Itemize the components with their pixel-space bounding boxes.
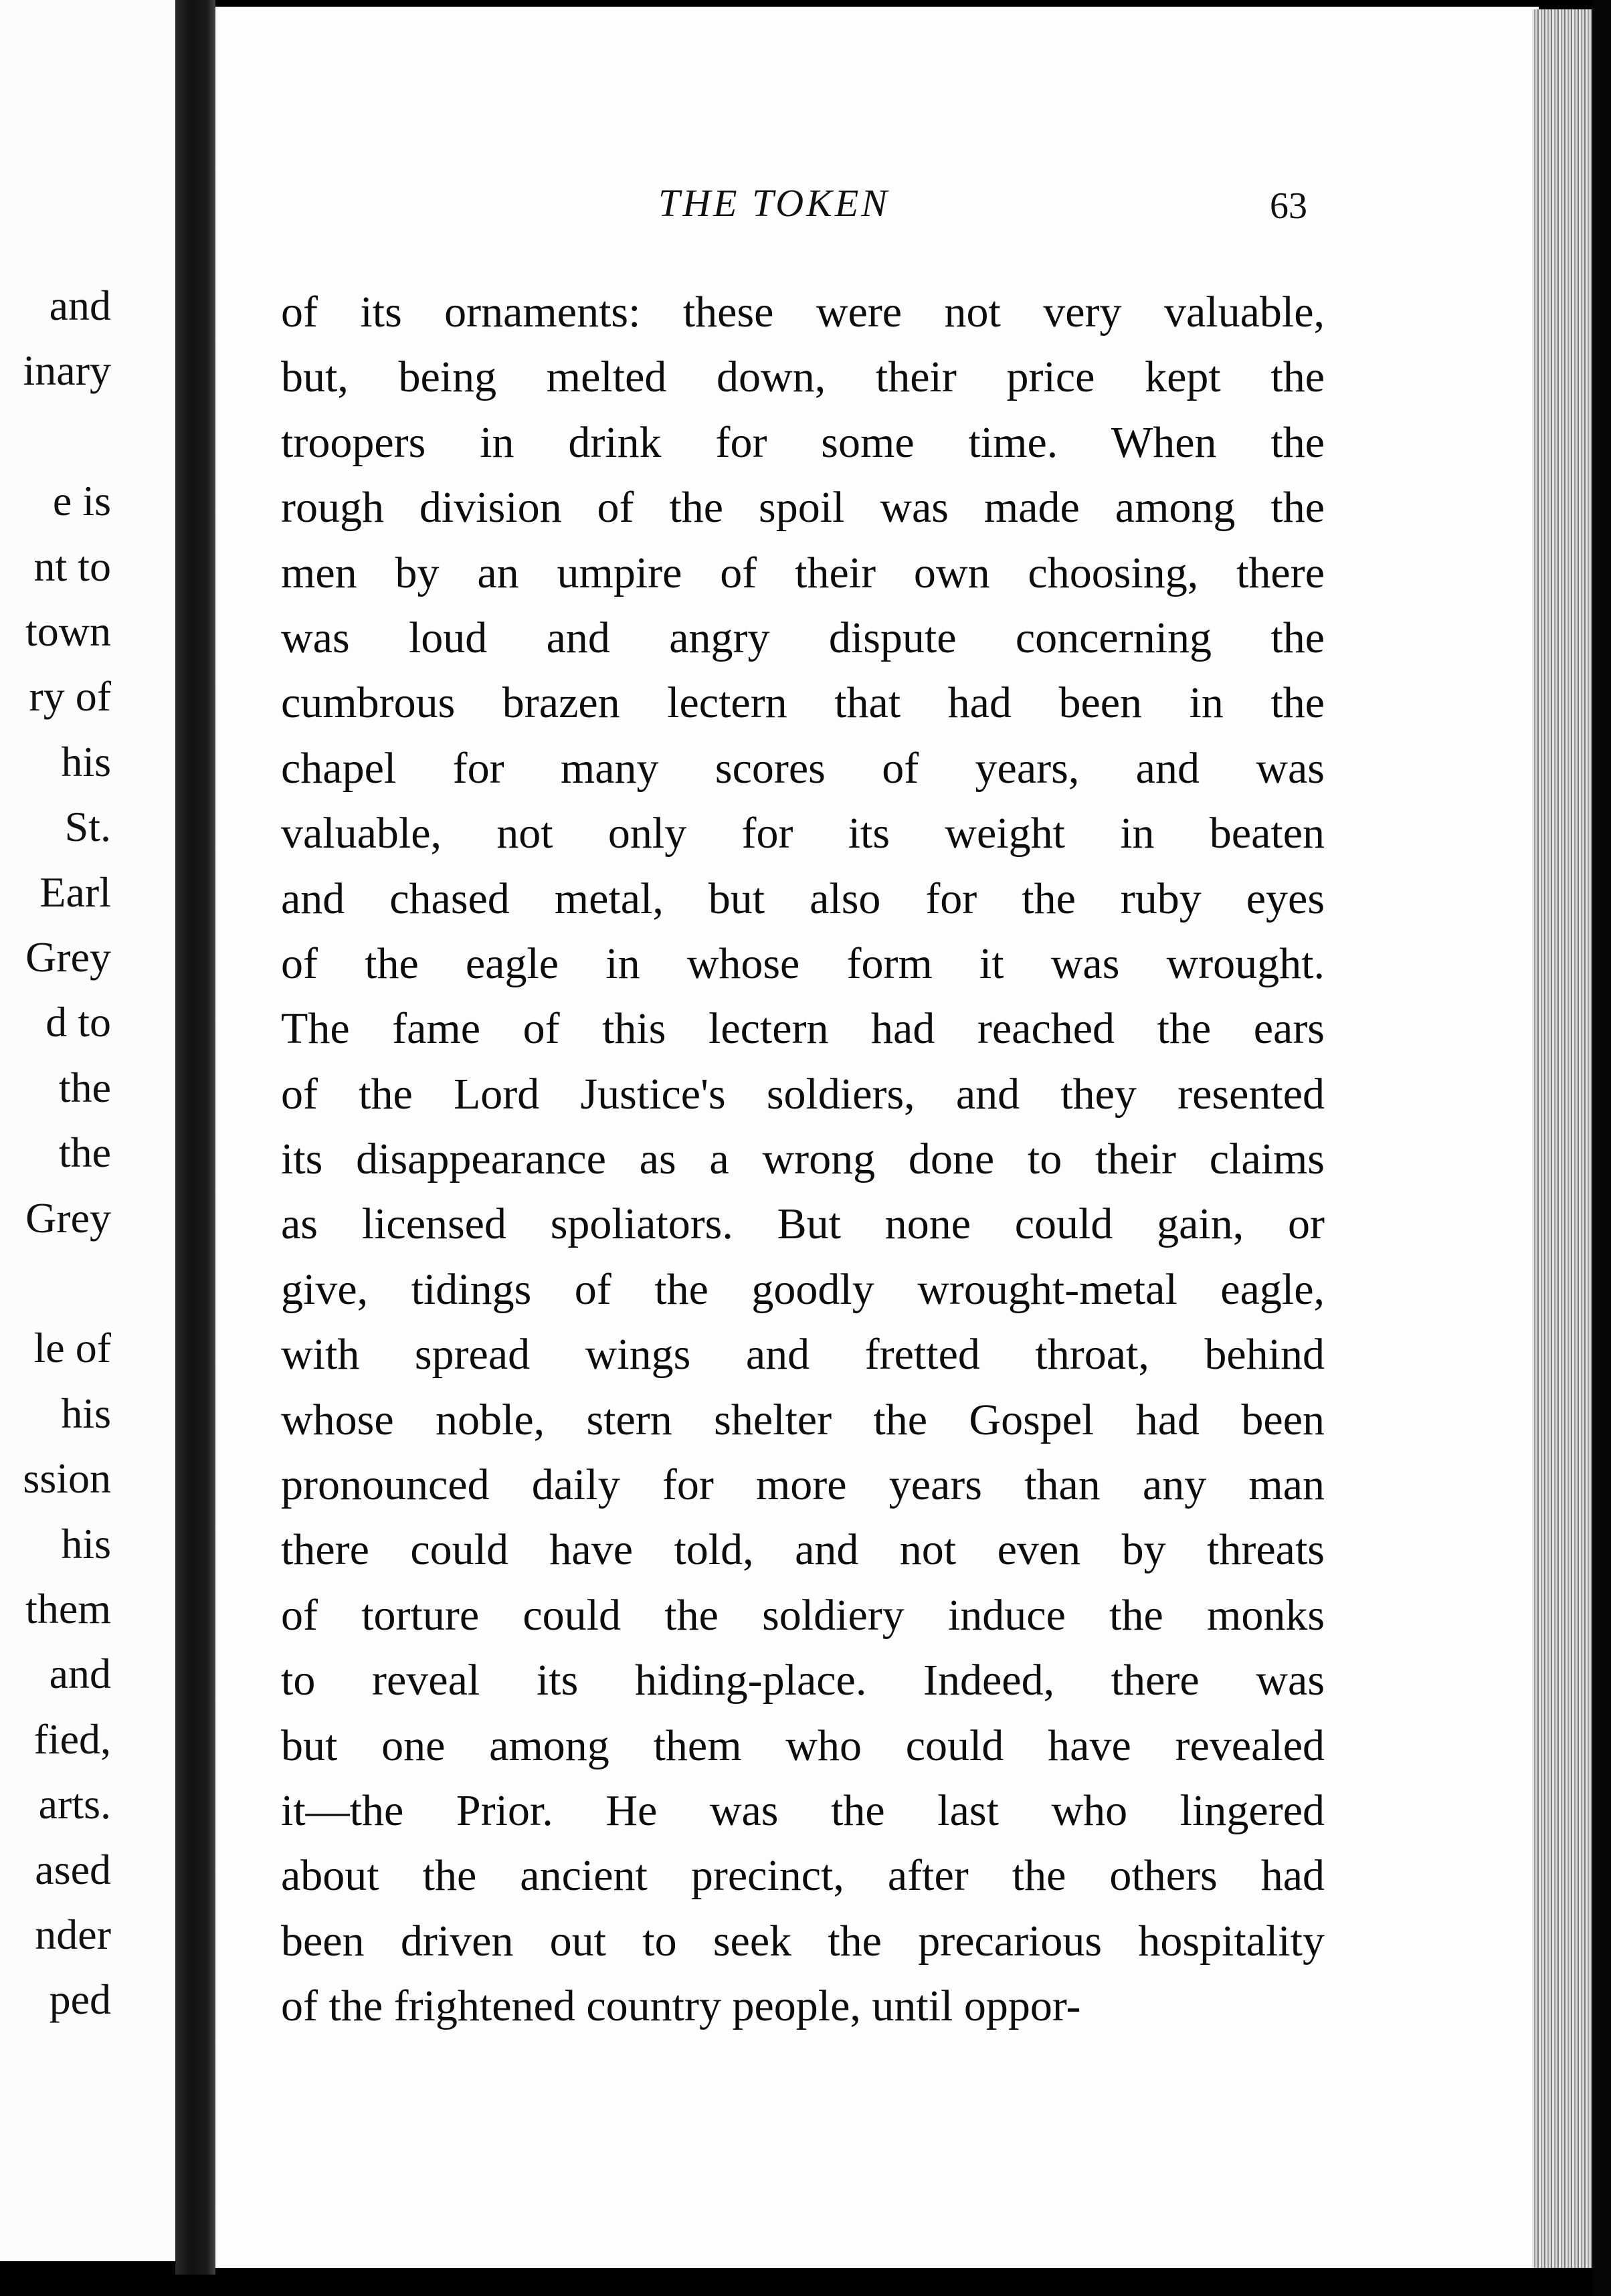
text-line: of the Lord Justice's soldiers, and they resented <box>281 1069 1325 1119</box>
text-line: and chased metal, but also for the ruby eyes <box>281 874 1325 923</box>
text-line: there could have told, and not even by threats <box>281 1525 1325 1575</box>
left-page-fragment: ped <box>49 1976 111 2024</box>
text-line: been driven out to seek the precarious hospitality <box>281 1916 1325 1966</box>
text-line: but one among them who could have revealed <box>281 1721 1325 1770</box>
page-number: 63 <box>1270 185 1307 227</box>
text-line: it—the Prior. He was the last who lingered <box>281 1786 1325 1835</box>
left-page-fragment: town <box>25 607 111 655</box>
left-page-fragment: and <box>49 282 111 329</box>
text-line: pronounced daily for more years than any man <box>281 1460 1325 1510</box>
text-line: but, being melted down, their price kept the <box>281 353 1325 402</box>
text-line: of its ornaments: these were not very valuable, <box>281 288 1325 337</box>
text-line: give, tidings of the goodly wrought-metal eagle, <box>281 1264 1325 1314</box>
text-line: cumbrous brazen lectern that had been in the <box>281 678 1325 728</box>
left-page-fragment: St. <box>64 803 111 851</box>
left-page-fragment: nder <box>35 1911 111 1958</box>
text-line: about the ancient precinct, after the others had <box>281 1851 1325 1901</box>
left-page-fragment: Grey <box>25 1193 111 1242</box>
left-page-fragment: d to <box>45 998 111 1046</box>
text-line: The fame of this lectern had reached the ears <box>281 1004 1325 1054</box>
text-line: with spread wings and fretted throat, behind <box>281 1330 1325 1379</box>
text-line: was loud and angry dispute concerning the <box>281 613 1325 662</box>
text-line: to reveal its hiding-place. Indeed, there was <box>281 1656 1325 1705</box>
left-page-fragment: Earl <box>39 868 111 916</box>
left-page-fragment: the <box>58 1063 111 1111</box>
text-line: whose noble, stern shelter the Gospel had been <box>281 1395 1325 1444</box>
left-page-fragment: his <box>61 737 111 785</box>
left-page-edge <box>0 0 175 2261</box>
left-page-fragment: his <box>61 1389 111 1437</box>
left-page-fragment: Grey <box>25 933 111 981</box>
left-page-fragment: them <box>25 1585 111 1632</box>
text-line: rough division of the spoil was made among the <box>281 483 1325 533</box>
left-page-fragment: and <box>49 1650 111 1698</box>
scan-edge-shadow <box>1592 0 1611 2296</box>
left-page-fragment: the <box>58 1129 111 1177</box>
text-line: of the eagle in whose form it was wrought. <box>281 939 1325 988</box>
text-line: troopers in drink for some time. When the <box>281 417 1325 467</box>
left-page-fragment: his <box>61 1519 111 1567</box>
page-fore-edge <box>1532 9 1596 2268</box>
text-line: as licensed spoliators. But none could gain, or <box>281 1200 1325 1249</box>
text-line: men by an umpire of their own choosing, there <box>281 548 1325 597</box>
left-page-fragment: nt to <box>33 542 111 590</box>
left-page-fragment: ssion <box>23 1454 111 1503</box>
left-page-fragment: fied, <box>33 1715 111 1763</box>
left-page-fragment: ased <box>35 1845 111 1893</box>
left-page-fragment: e is <box>52 477 111 525</box>
running-head-title: THE TOKEN <box>658 181 890 225</box>
left-page-fragment: arts. <box>38 1780 111 1828</box>
body-text <box>281 280 1325 2039</box>
text-line: valuable, not only for its weight in beaten <box>281 809 1325 858</box>
text-line: of the frightened country people, until oppor- <box>281 1982 1081 2031</box>
left-page-text-fragments <box>0 0 175 2261</box>
left-page-fragment: le of <box>33 1324 111 1372</box>
text-line: of torture could the soldiery induce the monks <box>281 1590 1325 1640</box>
text-line: chapel for many scores of years, and was <box>281 743 1325 793</box>
text-line: its disappearance as a wrong done to their claims <box>281 1135 1325 1184</box>
book-gutter <box>175 0 215 2275</box>
left-page-fragment: inary <box>23 347 111 395</box>
left-page-fragment: ry of <box>29 672 111 721</box>
